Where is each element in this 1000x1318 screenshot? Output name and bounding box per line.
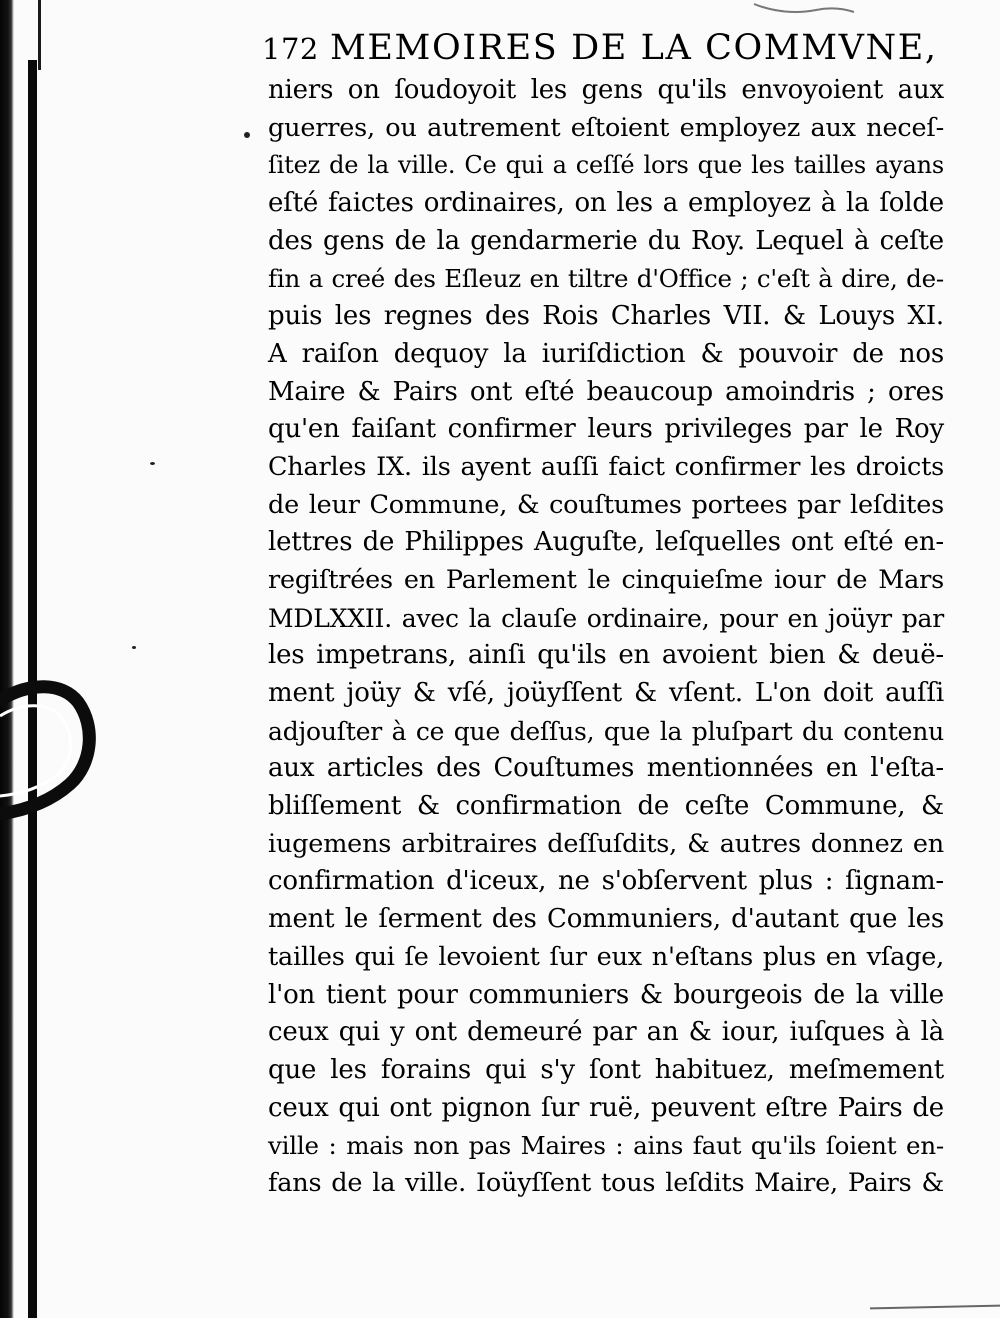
body-text bbox=[268, 72, 944, 1232]
text-line: aux articles des Couſtumes mentionnées en l'eſta- bbox=[268, 753, 944, 784]
text-line: iugemens arbitraires deſſuſdits, & autres donnez en bbox=[268, 828, 944, 859]
text-line: qu'en faiſant confirmer leurs privileges par le Roy bbox=[268, 414, 944, 445]
text-line: l'on tient pour communiers & bourgeois de la ville bbox=[268, 979, 944, 1010]
text-line: que les forains qui s'y ſont habituez, meſmement bbox=[268, 1054, 944, 1085]
text-line: des gens de la gendarmerie du Roy. Lequel à ceſte bbox=[268, 225, 944, 256]
text-line: fans de la ville. Ioüyſſent tous leſdits Maire, Pairs & bbox=[268, 1167, 944, 1198]
text-line: adjouſter à ce que deſſus, que la pluſpart du contenu bbox=[268, 716, 944, 746]
running-head: MEMOIRES DE LA COMMVNE, bbox=[329, 28, 938, 68]
binding-string-loop bbox=[0, 672, 110, 822]
text-line: bliſſement & confirmation de ceſte Commune, & bbox=[268, 791, 944, 822]
page-number: 172 bbox=[262, 32, 319, 66]
text-line: MDLXXII. avec la clauſe ordinaire, pour en joüyr par bbox=[268, 603, 944, 633]
page-header bbox=[262, 28, 982, 74]
text-line: ceux qui y ont demeuré par an & iour, iuſques à là bbox=[268, 1017, 944, 1048]
text-line: confirmation d'iceux, ne s'obſervent plus : ſignam- bbox=[268, 866, 944, 897]
text-line: ment le ſerment des Communiers, d'autant que les bbox=[268, 904, 944, 935]
text-line: ville : mais non pas Maires : ains faut qu'ils ſoient en- bbox=[268, 1131, 944, 1161]
text-line: ment joüy & vſé, joüyſſent & vſent. L'on doit auſſi bbox=[268, 678, 944, 708]
text-line: puis les regnes des Rois Charles VII. & Louys XI. bbox=[268, 301, 944, 332]
binding-thread-top bbox=[38, 0, 41, 70]
text-line: niers on ſoudoyoit les gens qu'ils envoyoient aux bbox=[268, 75, 944, 105]
text-line: guerres, ou autrement eſtoient employez aux neceſ- bbox=[268, 112, 944, 143]
ink-speck bbox=[150, 462, 155, 465]
bottom-edge-mark bbox=[870, 1305, 1000, 1310]
text-line: Maire & Pairs ont eſté beaucoup amoindris ; ores bbox=[268, 376, 944, 407]
text-line: ſitez de la ville. Ce qui a ceſſé lors que les tailles ayans bbox=[268, 151, 944, 180]
text-line: ceux qui ont pignon ſur ruë, peuvent eſtre Pairs de bbox=[268, 1092, 944, 1123]
top-edge-mark bbox=[750, 0, 860, 22]
text-line: les impetrans, ainſi qu'ils en avoient bien & deuë- bbox=[268, 640, 944, 671]
text-line: fin a creé des Eſleuz en tiltre d'Office ; c'eſt à dire, de- bbox=[268, 264, 944, 294]
text-line: A raiſon dequoy la iuriſdiction & pouvoir de nos bbox=[268, 338, 944, 369]
text-line: lettres de Philippes Auguſte, leſquelles ont eſté en- bbox=[268, 527, 944, 558]
ink-speck bbox=[132, 646, 136, 649]
text-line: de leur Commune, & couſtumes portees par leſdites bbox=[268, 489, 944, 520]
ink-speck bbox=[244, 132, 250, 138]
binding-edge bbox=[0, 0, 14, 1318]
text-line: regiſtrées en Parlement le cinquieſme iour de Mars bbox=[268, 564, 944, 595]
text-line: eſté faictes ordinaires, on les a employez à la ſolde bbox=[268, 188, 944, 219]
text-line: Charles IX. ils ayent auſſi faict confirmer les droicts bbox=[268, 451, 944, 482]
text-line: tailles qui ſe levoient ſur eux n'eſtans plus en vſage, bbox=[268, 941, 944, 972]
